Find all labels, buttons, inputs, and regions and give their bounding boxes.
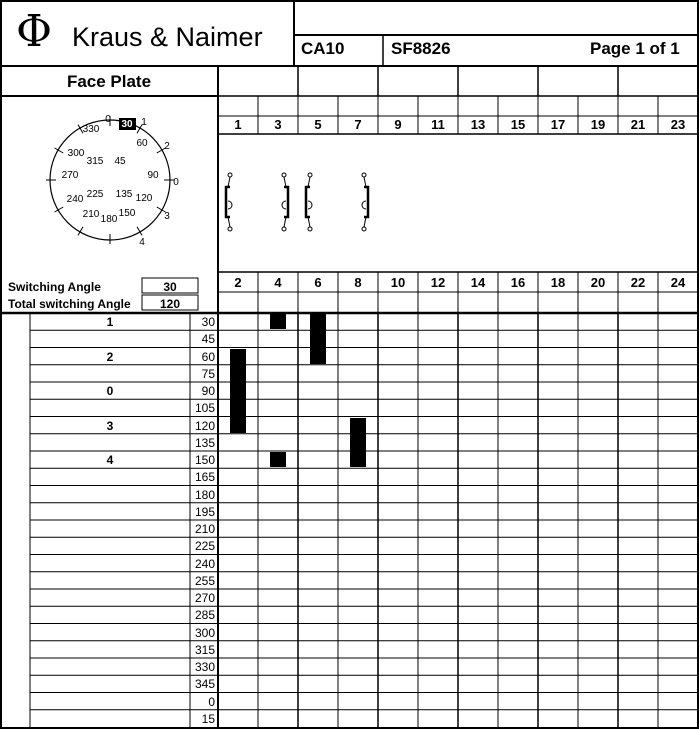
terminal-label: 4 bbox=[274, 275, 282, 290]
terminal-label: 21 bbox=[630, 117, 646, 132]
angle-row-label: 105 bbox=[194, 401, 215, 416]
contact-bracket bbox=[284, 187, 288, 217]
dial-angle-label: 180 bbox=[100, 214, 118, 225]
angle-row-label: 225 bbox=[194, 539, 215, 554]
contact-diagram bbox=[218, 137, 698, 273]
angle-row-label: 30 bbox=[201, 315, 215, 329]
dial-angle-label: 135 bbox=[115, 189, 133, 200]
dial-position-label: 1 bbox=[141, 117, 147, 128]
face-plate-dial bbox=[30, 110, 200, 250]
closed-contact-mark bbox=[350, 418, 366, 468]
terminal-label: 16 bbox=[510, 275, 526, 290]
dial-angle-label: 315 bbox=[86, 156, 104, 167]
dial-position-label: 2 bbox=[164, 141, 170, 152]
contact-5-6 bbox=[306, 173, 312, 231]
contact-arc bbox=[282, 201, 286, 209]
angle-row-label: 0 bbox=[208, 694, 215, 709]
angle-row-label: 315 bbox=[194, 642, 215, 657]
terminal-dot bbox=[282, 227, 286, 231]
terminal-label: 17 bbox=[550, 117, 566, 132]
angle-row-label: 135 bbox=[194, 435, 215, 450]
contact-lead bbox=[284, 217, 286, 227]
angle-row-label: 165 bbox=[194, 470, 215, 485]
angle-row-label: 120 bbox=[194, 418, 215, 433]
angle-row-label: 15 bbox=[201, 711, 215, 726]
contact-lead bbox=[228, 217, 230, 227]
angle-row-label: 150 bbox=[194, 453, 215, 467]
terminal-label: 19 bbox=[590, 117, 606, 132]
position-label: 1 bbox=[106, 315, 114, 329]
switching-angle-label: Switching Angle bbox=[8, 280, 101, 294]
dial-angle-label: 0 bbox=[105, 114, 111, 125]
angle-row-label: 240 bbox=[194, 556, 215, 571]
contact-lead bbox=[284, 177, 286, 187]
contact-bracket bbox=[226, 187, 230, 217]
contact-bracket bbox=[364, 187, 368, 217]
code-label: SF8826 bbox=[391, 39, 451, 58]
switching-angle-value: 30 bbox=[163, 280, 177, 294]
dial-angle-label: 300 bbox=[67, 148, 85, 159]
terminal-label: 12 bbox=[430, 275, 446, 290]
contact-7-8 bbox=[362, 173, 368, 231]
angle-row-label: 255 bbox=[194, 573, 215, 588]
angle-row-label: 345 bbox=[194, 677, 215, 692]
dial-angle-label: 60 bbox=[136, 138, 148, 149]
angle-row-label: 45 bbox=[201, 332, 215, 347]
terminal-label: 10 bbox=[390, 275, 406, 290]
angle-row-label: 210 bbox=[194, 522, 215, 536]
dial-angle-label: 90 bbox=[147, 170, 159, 181]
terminal-dot bbox=[228, 173, 232, 177]
terminal-dot bbox=[308, 227, 312, 231]
terminal-label: 2 bbox=[234, 275, 242, 290]
angle-row-label: 195 bbox=[194, 504, 215, 519]
position-label: 0 bbox=[106, 384, 114, 398]
total-switching-angle-value: 120 bbox=[159, 297, 181, 311]
terminal-label: 13 bbox=[470, 117, 486, 132]
terminal-label: 3 bbox=[274, 117, 282, 132]
terminal-label: 14 bbox=[470, 275, 486, 290]
dial-angle-label: 270 bbox=[61, 170, 79, 181]
face-plate-title: Face Plate bbox=[66, 72, 152, 91]
angle-row-label: 285 bbox=[194, 608, 215, 623]
closed-contact-mark bbox=[230, 349, 246, 433]
dial-angle-label: 30 bbox=[121, 119, 133, 130]
dial-angle-label: 240 bbox=[66, 194, 84, 205]
angle-row-label: 180 bbox=[194, 487, 215, 502]
contact-arc bbox=[362, 201, 366, 209]
dial-angle-label: 210 bbox=[82, 209, 100, 220]
dial-angle-label: 225 bbox=[86, 189, 104, 200]
terminal-dot bbox=[228, 227, 232, 231]
angle-row-label: 90 bbox=[201, 384, 215, 398]
dial-angle-label: 45 bbox=[114, 156, 126, 167]
terminal-label: 6 bbox=[314, 275, 322, 290]
angle-row-label: 330 bbox=[194, 660, 215, 674]
terminal-label: 11 bbox=[431, 117, 445, 132]
contact-arc bbox=[228, 201, 232, 209]
brand-logo bbox=[14, 8, 294, 64]
terminal-label: 5 bbox=[314, 117, 322, 132]
dial-position-label: 0 bbox=[173, 177, 179, 188]
terminal-label: 22 bbox=[630, 275, 646, 290]
contact-lead bbox=[308, 217, 310, 227]
closed-contact-mark bbox=[310, 314, 326, 364]
angle-row-label: 75 bbox=[201, 366, 215, 381]
position-label: 2 bbox=[106, 349, 114, 364]
terminal-label: 23 bbox=[670, 117, 686, 132]
angle-row-label: 60 bbox=[201, 349, 215, 364]
closed-contact-mark bbox=[270, 314, 286, 329]
total-switching-angle-label: Total switching Angle bbox=[8, 297, 131, 311]
terminal-label: 15 bbox=[510, 117, 526, 132]
closed-contact-mark bbox=[270, 452, 286, 467]
series-label: CA10 bbox=[301, 39, 345, 58]
dial-angle-label: 120 bbox=[135, 193, 153, 204]
contact-3-4 bbox=[282, 173, 288, 231]
brand-name: Kraus & Naimer bbox=[72, 22, 263, 52]
terminal-label: 1 bbox=[234, 117, 242, 132]
dial-position-label: 3 bbox=[164, 211, 170, 222]
contact-arc bbox=[308, 201, 312, 209]
dial-angle-label: 150 bbox=[118, 208, 136, 219]
terminal-dot bbox=[362, 227, 366, 231]
terminal-dot bbox=[282, 173, 286, 177]
terminal-dot bbox=[362, 173, 366, 177]
terminal-label: 24 bbox=[670, 275, 686, 290]
page-label: Page 1 of 1 bbox=[590, 39, 680, 58]
position-label: 4 bbox=[106, 453, 114, 467]
contact-lead bbox=[308, 177, 310, 187]
contact-1-2 bbox=[226, 173, 232, 231]
angle-row-label: 300 bbox=[194, 625, 215, 640]
contact-lead bbox=[228, 177, 230, 187]
contact-lead bbox=[364, 177, 366, 187]
terminal-label: 9 bbox=[394, 117, 402, 132]
terminal-label: 7 bbox=[354, 117, 362, 132]
contact-bracket bbox=[306, 187, 310, 217]
phi-icon: Φ bbox=[16, 6, 53, 57]
terminal-label: 20 bbox=[590, 275, 606, 290]
terminal-label: 8 bbox=[354, 275, 362, 290]
terminal-label: 18 bbox=[550, 275, 566, 290]
position-label: 3 bbox=[106, 418, 114, 433]
dial-angle-label: 330 bbox=[82, 124, 100, 135]
contact-lead bbox=[364, 217, 366, 227]
terminal-dot bbox=[308, 173, 312, 177]
dial-position-label: 4 bbox=[139, 237, 145, 248]
angle-row-label: 270 bbox=[194, 591, 215, 605]
